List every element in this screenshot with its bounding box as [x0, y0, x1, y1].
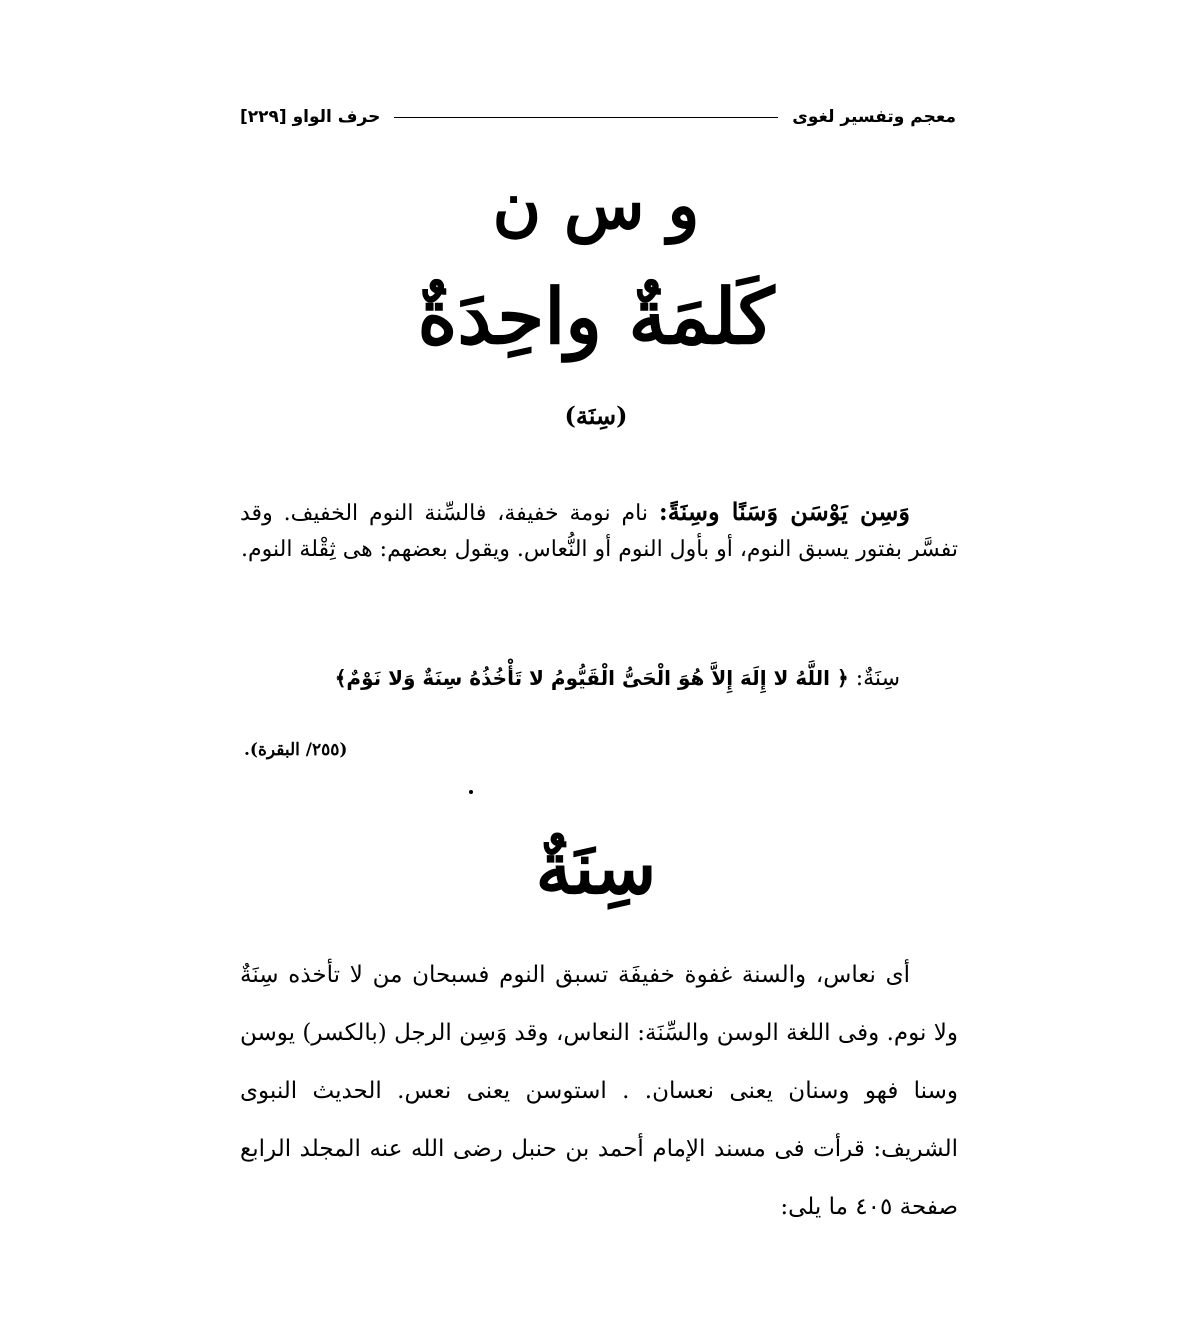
verse-word: سِنَةٌ:	[855, 666, 900, 691]
quran-verse	[240, 660, 900, 697]
definition-body: نام نومة خفيفة، فالسِّنة النوم الخفيف. وقد تفسَّر بفتور يسبق النوم، أو بأول النوم أو النُّعاس. ويقول بعضهم: هى ثِقْلة النوم.	[240, 501, 958, 562]
explanation-paragraph: أى نعاس، والسنة غفوة خفيفَة تسبق النوم فسبحان من لا تأخذه سِنَةٌ ولا نوم. وفى اللغة الوسن والسِّنَة: النعاس، وقد وَسِن الرجل (بالكسر) يوسن وسنا فهو وسنان يعنى نعسان. . استوسن يعنى نعس. الحديث النبوى الشريف: قرأت فى مسند الإمام أحمد بن حنبل رضى الله عنه المجلد الرابع صفحة ٤٠٥ ما يلى:	[240, 962, 958, 1220]
header-rule	[394, 117, 778, 118]
running-header	[240, 104, 956, 130]
page-title: كَلمَةٌ واحِدَةٌ	[417, 272, 775, 361]
section-title: سِنَةٌ	[535, 825, 657, 910]
root-letters: و س ن	[492, 166, 700, 244]
stray-dot	[469, 790, 473, 794]
definition-lead: وَسِن يَوْسَن وَسَنًا وسِنَةً:	[658, 497, 910, 526]
word-subtitle: (سِنَة)	[564, 401, 628, 430]
header-book-title: معجم وتفسير لغوى	[792, 107, 956, 127]
verse-text: ﴿ اللَّهُ لا إِلَهَ إِلاَّ هُوَ الْحَىُّ الْقَيُّومُ لا تَأْخُذُهُ سِنَةٌ وَلا نَوْمٌ﴾	[334, 666, 849, 690]
header-section: حرف الواو [٢٢٩]	[240, 107, 381, 127]
verse-reference: (٢٥٥/ البقرة).	[244, 740, 348, 760]
definition-paragraph	[240, 494, 958, 568]
